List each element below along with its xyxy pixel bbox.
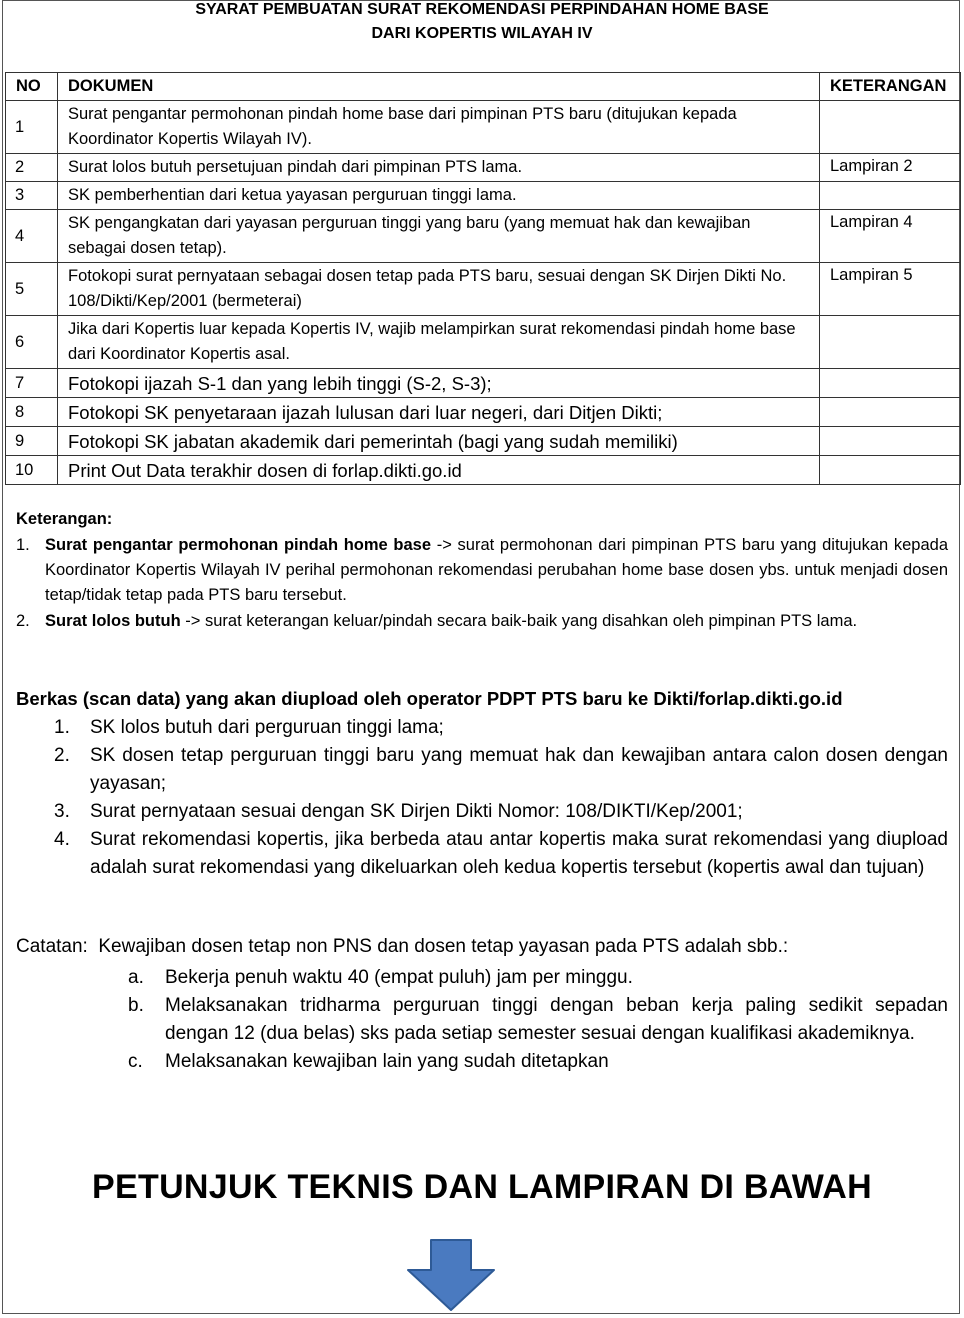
list-text: Melaksanakan kewajiban lain yang sudah ditetapkan <box>165 1051 609 1072</box>
table-row <box>6 263 961 316</box>
row-keterangan: Lampiran 4 <box>820 210 961 263</box>
note-text: -> surat keterangan keluar/pindah secara baik-baik yang disahkan oleh pimpinan PTS lama. <box>180 612 858 630</box>
note-text: -> surat permohonan dari pimpinan PTS baru yang ditujukan kepada Koordinator Kopertis Wilayah IV perihal permohonan rekomendasi perubahan home base dosen ybs. untuk menjadi dosen tetap/tidak tetap pada PTS baru tersebut. <box>45 536 948 604</box>
row-document: Fotokopi surat pernyataan sebagai dosen tetap pada PTS baru, sesuai dengan SK Dirjen Dikti No. 108/Dikti/Kep/2001 (bermeterai) <box>58 263 820 316</box>
row-document: SK pemberhentian dari ketua yayasan perguruan tinggi lama. <box>58 182 820 210</box>
list-letter: b. <box>128 995 144 1016</box>
column-header-dokumen: DOKUMEN <box>58 73 820 101</box>
row-number: 5 <box>6 263 58 316</box>
catatan-list <box>128 964 948 1076</box>
table-row <box>6 398 961 427</box>
list-item <box>54 714 948 742</box>
list-text: Bekerja penuh waktu 40 (empat puluh) jam per minggu. <box>165 967 633 988</box>
catatan-heading: Catatan: Kewajiban dosen tetap non PNS dan dosen tetap yayasan pada PTS adalah sbb.: <box>16 936 789 957</box>
row-document: Print Out Data terakhir dosen di forlap.dikti.go.id <box>58 456 820 485</box>
list-number: 2. <box>54 745 70 766</box>
row-number: 10 <box>6 456 58 485</box>
list-item <box>128 964 948 992</box>
column-header-keterangan: KETERANGAN <box>820 73 961 101</box>
document-title-line-2: DARI KOPERTIS WILAYAH IV <box>371 25 593 42</box>
list-letter: c. <box>128 1051 143 1072</box>
berkas-heading: Berkas (scan data) yang akan diupload oleh operator PDPT PTS baru ke Dikti/forlap.dikti.go.id <box>16 688 843 709</box>
list-text: Surat pernyataan sesuai dengan SK Dirjen Dikti Nomor: 108/DIKTI/Kep/2001; <box>90 801 743 822</box>
keterangan-heading: Keterangan: <box>16 510 113 528</box>
table-header-row <box>6 73 961 101</box>
list-item <box>128 1048 948 1076</box>
list-item <box>16 533 948 608</box>
row-document: SK pengangkatan dari yayasan perguruan tinggi yang baru (yang memuat hak dan kewajiban sebagai dosen tetap). <box>58 210 820 263</box>
row-document: Fotokopi SK penyetaraan ijazah lulusan dari luar negeri, dari Ditjen Dikti; <box>58 398 820 427</box>
row-keterangan <box>820 427 961 456</box>
petunjuk-title: PETUNJUK TEKNIS DAN LAMPIRAN DI BAWAH <box>92 1168 872 1206</box>
note-term: Surat pengantar permohonan pindah home base <box>45 536 432 554</box>
list-item <box>54 798 948 826</box>
row-keterangan <box>820 101 961 154</box>
table-row <box>6 427 961 456</box>
row-document: Fotokopi ijazah S-1 dan yang lebih tinggi (S-2, S-3); <box>58 369 820 398</box>
list-number: 1. <box>16 536 30 554</box>
row-number: 7 <box>6 369 58 398</box>
table-row <box>6 369 961 398</box>
list-number: 1. <box>54 717 70 738</box>
note-term: Surat lolos butuh <box>45 612 181 630</box>
row-number: 1 <box>6 101 58 154</box>
row-keterangan <box>820 182 961 210</box>
list-item <box>128 992 948 1048</box>
row-number: 3 <box>6 182 58 210</box>
row-document: Jika dari Kopertis luar kepada Kopertis IV, wajib melampirkan surat rekomendasi pindah home base dari Koordinator Kopertis asal. <box>58 316 820 369</box>
row-keterangan <box>820 456 961 485</box>
list-item <box>54 826 948 882</box>
row-document: Surat pengantar permohonan pindah home base dari pimpinan PTS baru (ditujukan kepada Koordinator Kopertis Wilayah IV). <box>58 101 820 154</box>
list-text: SK dosen tetap perguruan tinggi baru yang memuat hak dan kewajiban antara calon dosen dengan yayasan; <box>90 745 948 794</box>
row-document: Surat lolos butuh persetujuan pindah dari pimpinan PTS lama. <box>58 154 820 182</box>
row-number: 9 <box>6 427 58 456</box>
table-row <box>6 456 961 485</box>
list-letter: a. <box>128 967 144 988</box>
table-row <box>6 210 961 263</box>
row-keterangan <box>820 316 961 369</box>
row-keterangan: Lampiran 2 <box>820 154 961 182</box>
list-text: Melaksanakan tridharma perguruan tinggi dengan beban kerja paling sedikit sepadan dengan 12 (dua belas) sks pada setiap semester sesuai dengan kualifikasi akademiknya. <box>165 995 948 1044</box>
down-arrow-icon <box>405 1238 497 1312</box>
list-item <box>54 742 948 798</box>
document-title-line-1: SYARAT PEMBUATAN SURAT REKOMENDASI PERPINDAHAN HOME BASE <box>195 1 769 18</box>
list-item <box>16 609 948 634</box>
row-number: 8 <box>6 398 58 427</box>
column-header-no: NO <box>6 73 58 101</box>
row-keterangan <box>820 398 961 427</box>
berkas-list <box>54 714 948 882</box>
row-document: Fotokopi SK jabatan akademik dari pemerintah (bagi yang sudah memiliki) <box>58 427 820 456</box>
row-number: 6 <box>6 316 58 369</box>
table-row <box>6 182 961 210</box>
requirements-table <box>5 72 961 485</box>
table-row <box>6 316 961 369</box>
table-row <box>6 101 961 154</box>
list-text: Surat rekomendasi kopertis, jika berbeda atau antar kopertis maka surat rekomendasi yang diupload adalah surat rekomendasi yang dikeluarkan oleh kedua kopertis tersebut (kopertis awal dan tujuan) <box>90 829 948 878</box>
list-number: 2. <box>16 612 30 630</box>
row-keterangan <box>820 369 961 398</box>
keterangan-list <box>16 533 948 635</box>
row-number: 2 <box>6 154 58 182</box>
row-number: 4 <box>6 210 58 263</box>
list-text: SK lolos butuh dari perguruan tinggi lama; <box>90 717 444 738</box>
row-keterangan: Lampiran 5 <box>820 263 961 316</box>
list-number: 3. <box>54 801 70 822</box>
table-row <box>6 154 961 182</box>
list-number: 4. <box>54 829 70 850</box>
